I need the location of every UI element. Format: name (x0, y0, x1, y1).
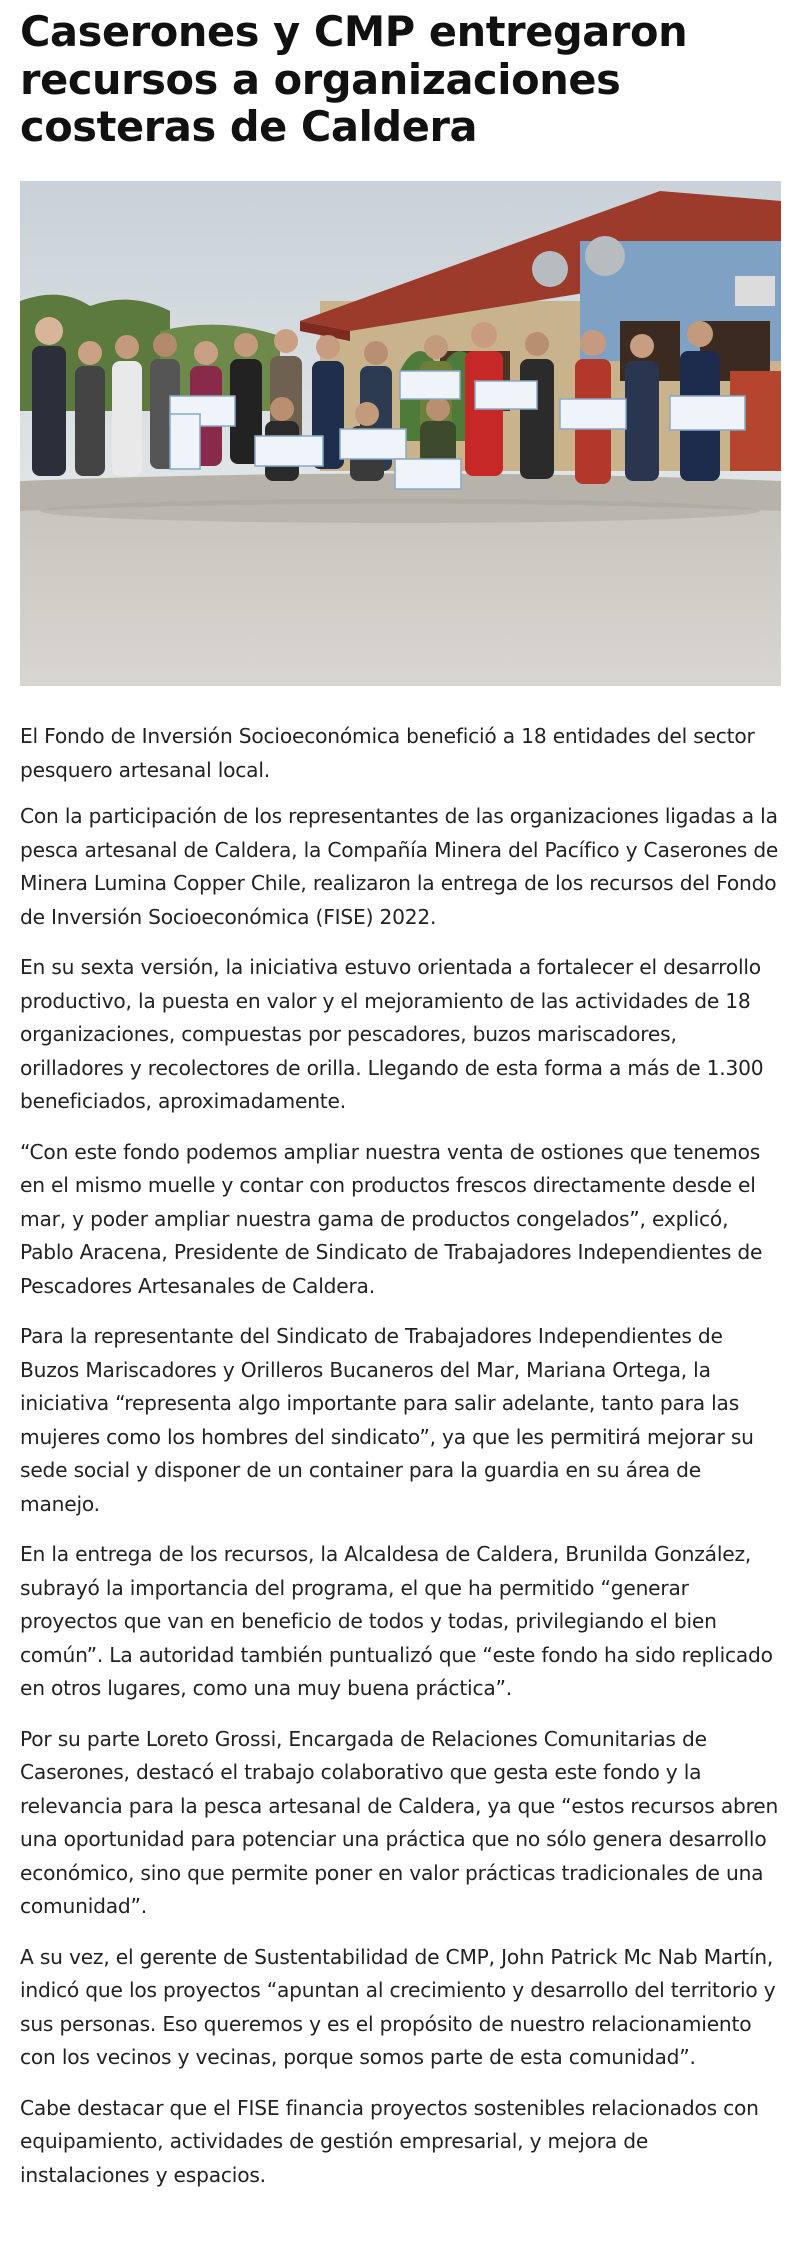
article-paragraph: Con la participación de los representantes de las organizaciones ligadas a la pesca artesanal de Caldera, la Compañía Minera del Pacífico y Caserones de Minera Lumina Copper Chile, realizaron la entrega de los recursos del Fondo de Inversión Socioeconómica (FISE) 2022. (20, 804, 779, 929)
article-paragraph: “Con este fondo podemos ampliar nuestra venta de ostiones que tenemos en el mismo muelle y contar con productos frescos directamente desde el mar, y poder ampliar nuestra gama de productos congelados”, explicó, Pablo Aracena, Presidente de Sindicato de Trabajadores Independientes de Pescadores Artesanales de Caldera. (20, 1139, 763, 1298)
group-photo-icon (20, 181, 781, 686)
article-body (20, 720, 782, 2209)
article (20, 0, 782, 2187)
article-photo (20, 181, 781, 686)
article-paragraph: Por su parte Loreto Grossi, Encargada de Relaciones Comunitarias de Caserones, destacó el trabajo colaborativo que gesta este fondo y la relevancia para la pesca artesanal de Caldera, ya que “estos recursos abren una oportunidad para potenciar una práctica que no sólo genera desarrollo económico, sino que permite poner en valor prácticas tradicionales de una comunidad”. (20, 1726, 779, 1918)
article-lead: El Fondo de Inversión Socioeconómica benefició a 18 entidades del sector pesquero artesanal local. (20, 724, 755, 782)
article-paragraph: En su sexta versión, la iniciativa estuvo orientada a fortalecer el desarrollo productivo, la puesta en valor y el mejoramiento de las actividades de 18 organizaciones, compuestas por pescadores, buzos mariscadores, orilladores y recolectores de orilla. Llegando de esta forma a más de 1.300 beneficiados, aproximadamente. (20, 955, 764, 1113)
article-paragraph: En la entrega de los recursos, la Alcaldesa de Caldera, Brunilda González, subrayó la importancia del programa, el que ha permitido “generar proyectos que van en beneficio de todos y todas, privilegiando el bien común”. La autoridad también puntualizó que “este fondo ha sido replicado en otros lugares, como una muy buena práctica”. (20, 1542, 773, 1700)
article-paragraph: A su vez, el gerente de Sustentabilidad de CMP, John Patrick Mc Nab Martín, indicó que los proyectos “apuntan al crecimiento y desarrollo del territorio y sus personas. Eso queremos y es el propósito de nuestro relacionamiento con los vecinos y vecinas, porque somos parte de esta comunidad”. (20, 1944, 776, 2069)
article-title: Caserones y CMP entregaron recursos a organizaciones costeras de Caldera (20, 7, 688, 151)
article-paragraph: Para la representante del Sindicato de Trabajadores Independientes de Buzos Mariscadores y Orilleros Bucaneros del Mar, Mariana Ortega, la iniciativa “representa algo importante para salir adelante, tanto para las mujeres como los hombres del sindicato”, ya que les permitirá mejorar su sede social y disponer de un container para la guardia en su área de manejo. (20, 1324, 754, 1516)
article-paragraph: Cabe destacar que el FISE financia proyectos sostenibles relacionados con equipamiento, actividades de gestión empresarial, y mejora de instalaciones y espacios. (20, 2095, 759, 2187)
